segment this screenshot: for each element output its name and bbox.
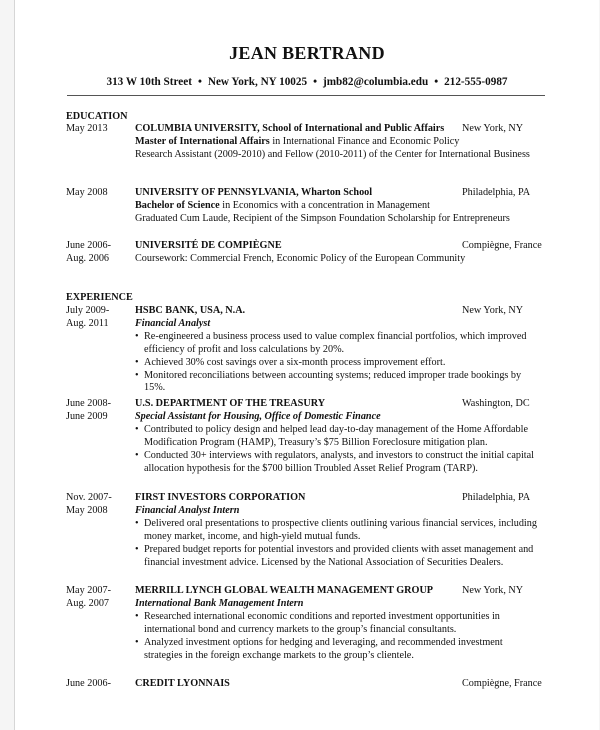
job-title: Financial Analyst Intern xyxy=(135,504,240,516)
separator-bullet: • xyxy=(434,76,439,88)
bullet-list xyxy=(135,331,540,396)
entry-date xyxy=(66,492,130,518)
entry-date: May 2008 xyxy=(66,187,108,198)
experience-heading: EXPERIENCE xyxy=(66,292,133,303)
separator-bullet: • xyxy=(313,76,318,88)
company-name: HSBC BANK, USA, N.A. xyxy=(135,305,246,316)
phone-number: 212-555-0987 xyxy=(444,76,508,88)
entry-date xyxy=(66,398,130,424)
entry-date xyxy=(66,585,130,611)
date-start: June 2008- xyxy=(66,398,111,409)
date-start: June 2006- xyxy=(66,678,111,689)
school-name: COLUMBIA UNIVERSITY, School of International and Public Affairs xyxy=(135,123,445,134)
list-item: • Analyzed investment options for hedging and leveraging, and recommended investment strategies in the foreign exchange markets to the group’s clientele. xyxy=(135,637,540,663)
degree-detail: in Economics with a concentration in Management xyxy=(219,199,430,211)
entry-date xyxy=(66,678,130,691)
entry-location: Washington, DC xyxy=(462,398,530,409)
email-address[interactable]: jmb82@columbia.edu xyxy=(323,76,429,88)
date-end: Aug. 2006 xyxy=(66,252,110,264)
education-heading: EDUCATION xyxy=(66,111,128,122)
contact-line xyxy=(15,76,599,88)
job-title: International Bank Management Intern xyxy=(135,597,304,609)
date-end: Aug. 2011 xyxy=(66,317,109,329)
degree-line xyxy=(135,136,540,149)
entry-body xyxy=(135,305,540,395)
separator-bullet: • xyxy=(197,76,202,88)
company-name: U.S. DEPARTMENT OF THE TREASURY xyxy=(135,398,326,409)
school-name: UNIVERSITÉ DE COMPIÈGNE xyxy=(135,240,282,251)
entry-location: New York, NY xyxy=(462,123,524,134)
degree-name: Master of International Affairs xyxy=(135,135,270,147)
list-item: • Achieved 30% cost savings over a six-month process improvement effort. xyxy=(135,357,540,370)
entry-location: New York, NY xyxy=(462,585,524,596)
list-item: • Researched international economic conditions and reported investment opportunities in international bond and currency markets to the group’s financial consultants. xyxy=(135,611,540,637)
date-end: May 2008 xyxy=(66,504,108,516)
date-start: July 2009- xyxy=(66,305,110,316)
bullet-list xyxy=(135,518,540,570)
date-end: June 2009 xyxy=(66,410,108,422)
entry-location: Philadelphia, PA xyxy=(462,492,531,503)
school-name: UNIVERSITY OF PENNSYLVANIA, Wharton School xyxy=(135,187,373,198)
list-item: • Re-engineered a business process used to value complex financial portfolios, which improved efficiency of profit and loss calculations by 20%. xyxy=(135,331,540,357)
list-item: • Delivered oral presentations to prospective clients outlining various financial services, including money market, income, and high-yield mutual funds. xyxy=(135,518,540,544)
entry-date: May 2013 xyxy=(66,123,108,134)
education-note: Coursework: Commercial French, Economic Policy of the European Community xyxy=(135,252,466,264)
company-name: MERRILL LYNCH GLOBAL WEALTH MANAGEMENT GROUP xyxy=(135,585,434,596)
date-start: Nov. 2007- xyxy=(66,492,112,503)
entry-location: Philadelphia, PA xyxy=(462,187,531,198)
date-start: May 2007- xyxy=(66,585,111,596)
date-start: June 2006- xyxy=(66,240,111,251)
education-note: Research Assistant (2009-2010) and Fellow (2010-2011) of the Center for International Business xyxy=(135,148,530,160)
education-note: Graduated Cum Laude, Recipient of the Simpson Foundation Scholarship for Entrepreneurs xyxy=(135,212,510,224)
company-name: FIRST INVESTORS CORPORATION xyxy=(135,492,306,503)
entry-date xyxy=(66,305,130,331)
entry-location: Compiègne, France xyxy=(462,240,542,251)
degree-name: Bachelor of Science xyxy=(135,199,220,211)
degree-line xyxy=(135,200,540,213)
applicant-name: JEAN BERTRAND xyxy=(229,43,385,63)
resume-page xyxy=(14,0,599,730)
list-item: • Conducted 30+ interviews with regulators, analysts, and investors to construct the initial capital allocation hypothesis for the $700 billion Troubled Asset Relief Program (TARP). xyxy=(135,450,540,476)
bullet-list xyxy=(135,611,540,663)
list-item: • Monitored reconciliations between accounting systems; reduced improper trade bookings by 15%. xyxy=(135,370,540,396)
degree-detail: in International Finance and Economic Policy xyxy=(269,135,460,147)
job-title: Special Assistant for Housing, Office of Domestic Finance xyxy=(135,410,381,422)
page-bottom-fade xyxy=(15,690,599,730)
city-state-zip: New York, NY 10025 xyxy=(207,76,308,88)
company-name: CREDIT LYONNAIS xyxy=(135,678,230,689)
entry-location: Compiègne, France xyxy=(462,678,542,689)
entry-date xyxy=(66,240,130,266)
job-title: Financial Analyst xyxy=(135,317,211,329)
date-end: Aug. 2007 xyxy=(66,597,110,609)
entry-location: New York, NY xyxy=(462,305,524,316)
header-divider xyxy=(67,95,545,96)
list-item: • Prepared budget reports for potential investors and provided clients with asset management and financial investment advice. Licensed by the National Association of Securities Dealers. xyxy=(135,544,540,570)
street-address: 313 W 10th Street xyxy=(106,76,192,88)
bullet-list xyxy=(135,424,540,476)
list-item: • Contributed to policy design and helped lead day-to-day management of the Home Affordable Modification Program (HAMP), Treasury’s $75 Billion Foreclosure mitigation plan. xyxy=(135,424,540,450)
